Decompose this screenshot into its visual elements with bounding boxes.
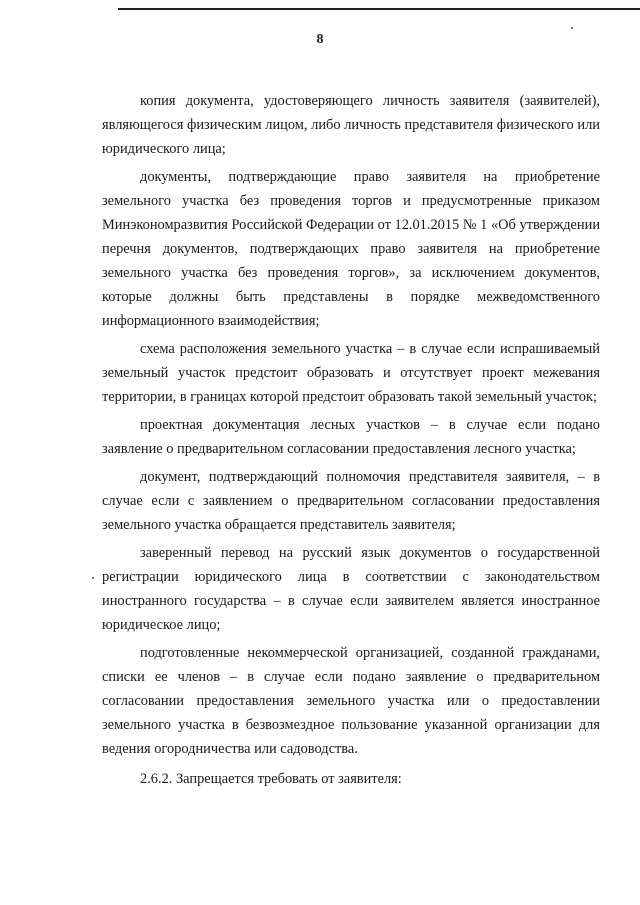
paragraph: заверенный перевод на русский язык документов о государственной регистрации юридического лица в соответствии с законодательством иностранного государства – в случае если заявителем является иностранное юридическое лицо; <box>102 545 600 633</box>
page-number: 8 <box>316 32 324 47</box>
paragraph: схема расположения земельного участка – в случае если испрашиваемый земельный участок предстоит образовать и отсутствует проект межевания территории, в границах которой предстоит образовать такой земельный участок; <box>102 341 600 405</box>
paragraph: подготовленные некоммерческой организацией, созданной гражданами, списки ее членов – в случае если подано заявление о предварительном согласовании предоставления земельного участка или о предоставлении земельного участка в безвозмездное пользование указанной организации для ведения огородничества или садоводства. <box>102 645 600 757</box>
document-body <box>102 89 600 795</box>
scan-speck <box>92 577 94 579</box>
paragraph: 2.6.2. Запрещается требовать от заявителя: <box>140 771 402 787</box>
paragraph: копия документа, удостоверяющего личность заявителя (заявителей), являющегося физическим лицом, либо личность представителя физического или юридического лица; <box>102 93 600 157</box>
scan-speck <box>571 27 573 29</box>
top-scan-rule <box>118 8 640 10</box>
paragraph: документы, подтверждающие право заявителя на приобретение земельного участка без проведения торгов и предусмотренные приказом Минэкономразвития Российской Федерации от 12.01.2015 № 1 «Об утверждении перечня документов, подтверждающих право заявителя на приобретение земельного участка без проведения торгов», за исключением документов, которые должны быть представлены в порядке межведомственного информационного взаимодействия; <box>102 169 601 329</box>
paragraph: проектная документация лесных участков – в случае если подано заявление о предварительном согласовании предоставления лесного участка; <box>102 417 600 457</box>
paragraph: документ, подтверждающий полномочия представителя заявителя, – в случае если с заявлением о предварительном согласовании предоставления земельного участка обращается представитель заявителя; <box>102 469 600 533</box>
